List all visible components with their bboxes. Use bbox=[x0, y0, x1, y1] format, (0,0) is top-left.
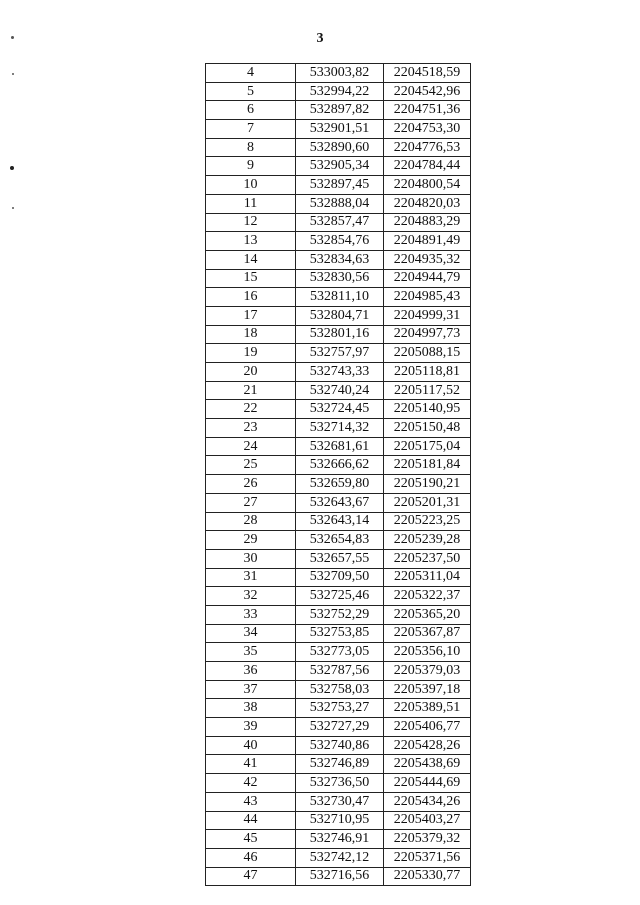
x-coordinate-cell: 532994,22 bbox=[296, 82, 384, 101]
table-row bbox=[206, 549, 471, 568]
x-coordinate-cell: 532773,05 bbox=[296, 643, 384, 662]
table-row bbox=[206, 774, 471, 793]
point-number-cell: 9 bbox=[206, 157, 296, 176]
table-row bbox=[206, 101, 471, 120]
point-number-cell: 29 bbox=[206, 531, 296, 550]
y-coordinate-cell: 2204542,96 bbox=[384, 82, 471, 101]
table-row bbox=[206, 400, 471, 419]
x-coordinate-cell: 532666,62 bbox=[296, 456, 384, 475]
y-coordinate-cell: 2205438,69 bbox=[384, 755, 471, 774]
x-coordinate-cell: 532746,89 bbox=[296, 755, 384, 774]
table-row bbox=[206, 568, 471, 587]
y-coordinate-cell: 2204935,32 bbox=[384, 250, 471, 269]
x-coordinate-cell: 532834,63 bbox=[296, 250, 384, 269]
coordinates-table-body bbox=[206, 64, 471, 886]
point-number-cell: 19 bbox=[206, 344, 296, 363]
table-row bbox=[206, 680, 471, 699]
x-coordinate-cell: 533003,82 bbox=[296, 64, 384, 83]
x-coordinate-cell: 532746,91 bbox=[296, 830, 384, 849]
y-coordinate-cell: 2205371,56 bbox=[384, 848, 471, 867]
table-row bbox=[206, 493, 471, 512]
y-coordinate-cell: 2205140,95 bbox=[384, 400, 471, 419]
table-row bbox=[206, 867, 471, 886]
x-coordinate-cell: 532897,45 bbox=[296, 176, 384, 195]
x-coordinate-cell: 532905,34 bbox=[296, 157, 384, 176]
y-coordinate-cell: 2205434,26 bbox=[384, 792, 471, 811]
y-coordinate-cell: 2205088,15 bbox=[384, 344, 471, 363]
y-coordinate-cell: 2205444,69 bbox=[384, 774, 471, 793]
point-number-cell: 45 bbox=[206, 830, 296, 849]
y-coordinate-cell: 2204944,79 bbox=[384, 269, 471, 288]
table-row bbox=[206, 288, 471, 307]
table-row bbox=[206, 381, 471, 400]
y-coordinate-cell: 2205379,32 bbox=[384, 830, 471, 849]
x-coordinate-cell: 532725,46 bbox=[296, 587, 384, 606]
point-number-cell: 41 bbox=[206, 755, 296, 774]
table-row bbox=[206, 830, 471, 849]
point-number-cell: 4 bbox=[206, 64, 296, 83]
y-coordinate-cell: 2205389,51 bbox=[384, 699, 471, 718]
table-row bbox=[206, 512, 471, 531]
x-coordinate-cell: 532736,50 bbox=[296, 774, 384, 793]
y-coordinate-cell: 2204753,30 bbox=[384, 120, 471, 139]
point-number-cell: 6 bbox=[206, 101, 296, 120]
x-coordinate-cell: 532681,61 bbox=[296, 437, 384, 456]
table-row bbox=[206, 792, 471, 811]
y-coordinate-cell: 2205150,48 bbox=[384, 419, 471, 438]
table-row bbox=[206, 64, 471, 83]
y-coordinate-cell: 2205223,25 bbox=[384, 512, 471, 531]
x-coordinate-cell: 532740,86 bbox=[296, 736, 384, 755]
y-coordinate-cell: 2205118,81 bbox=[384, 363, 471, 382]
page-number: 3 bbox=[316, 31, 324, 46]
x-coordinate-cell: 532709,50 bbox=[296, 568, 384, 587]
y-coordinate-cell: 2205201,31 bbox=[384, 493, 471, 512]
coordinates-table bbox=[205, 63, 471, 886]
point-number-cell: 44 bbox=[206, 811, 296, 830]
y-coordinate-cell: 2205190,21 bbox=[384, 475, 471, 494]
table-row bbox=[206, 587, 471, 606]
table-row bbox=[206, 232, 471, 251]
x-coordinate-cell: 532743,33 bbox=[296, 363, 384, 382]
point-number-cell: 43 bbox=[206, 792, 296, 811]
point-number-cell: 5 bbox=[206, 82, 296, 101]
y-coordinate-cell: 2205403,27 bbox=[384, 811, 471, 830]
point-number-cell: 8 bbox=[206, 138, 296, 157]
x-coordinate-cell: 532752,29 bbox=[296, 605, 384, 624]
point-number-cell: 14 bbox=[206, 250, 296, 269]
scan-speck bbox=[10, 166, 14, 170]
point-number-cell: 23 bbox=[206, 419, 296, 438]
table-row bbox=[206, 176, 471, 195]
point-number-cell: 30 bbox=[206, 549, 296, 568]
point-number-cell: 32 bbox=[206, 587, 296, 606]
scan-speck bbox=[11, 36, 14, 39]
point-number-cell: 25 bbox=[206, 456, 296, 475]
x-coordinate-cell: 532643,67 bbox=[296, 493, 384, 512]
table-row bbox=[206, 269, 471, 288]
x-coordinate-cell: 532710,95 bbox=[296, 811, 384, 830]
x-coordinate-cell: 532801,16 bbox=[296, 325, 384, 344]
x-coordinate-cell: 532657,55 bbox=[296, 549, 384, 568]
table-row bbox=[206, 157, 471, 176]
table-row bbox=[206, 250, 471, 269]
point-number-cell: 47 bbox=[206, 867, 296, 886]
x-coordinate-cell: 532727,29 bbox=[296, 718, 384, 737]
point-number-cell: 20 bbox=[206, 363, 296, 382]
x-coordinate-cell: 532740,24 bbox=[296, 381, 384, 400]
point-number-cell: 46 bbox=[206, 848, 296, 867]
point-number-cell: 34 bbox=[206, 624, 296, 643]
y-coordinate-cell: 2204518,59 bbox=[384, 64, 471, 83]
table-row bbox=[206, 437, 471, 456]
scan-speck bbox=[12, 73, 14, 75]
point-number-cell: 18 bbox=[206, 325, 296, 344]
table-row bbox=[206, 755, 471, 774]
y-coordinate-cell: 2205379,03 bbox=[384, 662, 471, 681]
x-coordinate-cell: 532758,03 bbox=[296, 680, 384, 699]
y-coordinate-cell: 2204776,53 bbox=[384, 138, 471, 157]
x-coordinate-cell: 532897,82 bbox=[296, 101, 384, 120]
point-number-cell: 33 bbox=[206, 605, 296, 624]
y-coordinate-cell: 2205237,50 bbox=[384, 549, 471, 568]
point-number-cell: 12 bbox=[206, 213, 296, 232]
table-row bbox=[206, 662, 471, 681]
x-coordinate-cell: 532787,56 bbox=[296, 662, 384, 681]
point-number-cell: 21 bbox=[206, 381, 296, 400]
table-row bbox=[206, 643, 471, 662]
x-coordinate-cell: 532742,12 bbox=[296, 848, 384, 867]
x-coordinate-cell: 532730,47 bbox=[296, 792, 384, 811]
x-coordinate-cell: 532753,27 bbox=[296, 699, 384, 718]
x-coordinate-cell: 532757,97 bbox=[296, 344, 384, 363]
table-row bbox=[206, 213, 471, 232]
table-row bbox=[206, 699, 471, 718]
table-row bbox=[206, 419, 471, 438]
point-number-cell: 36 bbox=[206, 662, 296, 681]
table-row bbox=[206, 82, 471, 101]
y-coordinate-cell: 2205406,77 bbox=[384, 718, 471, 737]
point-number-cell: 13 bbox=[206, 232, 296, 251]
x-coordinate-cell: 532857,47 bbox=[296, 213, 384, 232]
y-coordinate-cell: 2204999,31 bbox=[384, 306, 471, 325]
y-coordinate-cell: 2204891,49 bbox=[384, 232, 471, 251]
y-coordinate-cell: 2204751,36 bbox=[384, 101, 471, 120]
x-coordinate-cell: 532753,85 bbox=[296, 624, 384, 643]
point-number-cell: 11 bbox=[206, 194, 296, 213]
y-coordinate-cell: 2205239,28 bbox=[384, 531, 471, 550]
x-coordinate-cell: 532901,51 bbox=[296, 120, 384, 139]
table-row bbox=[206, 605, 471, 624]
point-number-cell: 37 bbox=[206, 680, 296, 699]
table-row bbox=[206, 718, 471, 737]
table-row bbox=[206, 811, 471, 830]
x-coordinate-cell: 532888,04 bbox=[296, 194, 384, 213]
x-coordinate-cell: 532714,32 bbox=[296, 419, 384, 438]
table-row bbox=[206, 325, 471, 344]
x-coordinate-cell: 532724,45 bbox=[296, 400, 384, 419]
y-coordinate-cell: 2205330,77 bbox=[384, 867, 471, 886]
y-coordinate-cell: 2205397,18 bbox=[384, 680, 471, 699]
table-row bbox=[206, 194, 471, 213]
point-number-cell: 22 bbox=[206, 400, 296, 419]
x-coordinate-cell: 532854,76 bbox=[296, 232, 384, 251]
y-coordinate-cell: 2205356,10 bbox=[384, 643, 471, 662]
point-number-cell: 31 bbox=[206, 568, 296, 587]
point-number-cell: 28 bbox=[206, 512, 296, 531]
point-number-cell: 10 bbox=[206, 176, 296, 195]
point-number-cell: 42 bbox=[206, 774, 296, 793]
y-coordinate-cell: 2205367,87 bbox=[384, 624, 471, 643]
y-coordinate-cell: 2205175,04 bbox=[384, 437, 471, 456]
table-row bbox=[206, 306, 471, 325]
table-row bbox=[206, 456, 471, 475]
point-number-cell: 39 bbox=[206, 718, 296, 737]
y-coordinate-cell: 2204784,44 bbox=[384, 157, 471, 176]
table-row bbox=[206, 848, 471, 867]
x-coordinate-cell: 532643,14 bbox=[296, 512, 384, 531]
x-coordinate-cell: 532659,80 bbox=[296, 475, 384, 494]
point-number-cell: 40 bbox=[206, 736, 296, 755]
table-row bbox=[206, 344, 471, 363]
x-coordinate-cell: 532804,71 bbox=[296, 306, 384, 325]
table-row bbox=[206, 120, 471, 139]
point-number-cell: 16 bbox=[206, 288, 296, 307]
y-coordinate-cell: 2205181,84 bbox=[384, 456, 471, 475]
table-row bbox=[206, 475, 471, 494]
table-row bbox=[206, 363, 471, 382]
scan-speck bbox=[12, 207, 14, 209]
y-coordinate-cell: 2205311,04 bbox=[384, 568, 471, 587]
y-coordinate-cell: 2204883,29 bbox=[384, 213, 471, 232]
y-coordinate-cell: 2205365,20 bbox=[384, 605, 471, 624]
y-coordinate-cell: 2204985,43 bbox=[384, 288, 471, 307]
x-coordinate-cell: 532716,56 bbox=[296, 867, 384, 886]
point-number-cell: 27 bbox=[206, 493, 296, 512]
point-number-cell: 15 bbox=[206, 269, 296, 288]
x-coordinate-cell: 532654,83 bbox=[296, 531, 384, 550]
x-coordinate-cell: 532830,56 bbox=[296, 269, 384, 288]
y-coordinate-cell: 2204997,73 bbox=[384, 325, 471, 344]
point-number-cell: 7 bbox=[206, 120, 296, 139]
table-row bbox=[206, 624, 471, 643]
point-number-cell: 38 bbox=[206, 699, 296, 718]
table-row bbox=[206, 736, 471, 755]
y-coordinate-cell: 2204800,54 bbox=[384, 176, 471, 195]
table-row bbox=[206, 138, 471, 157]
point-number-cell: 17 bbox=[206, 306, 296, 325]
y-coordinate-cell: 2205322,37 bbox=[384, 587, 471, 606]
point-number-cell: 26 bbox=[206, 475, 296, 494]
x-coordinate-cell: 532890,60 bbox=[296, 138, 384, 157]
point-number-cell: 35 bbox=[206, 643, 296, 662]
point-number-cell: 24 bbox=[206, 437, 296, 456]
x-coordinate-cell: 532811,10 bbox=[296, 288, 384, 307]
y-coordinate-cell: 2205428,26 bbox=[384, 736, 471, 755]
y-coordinate-cell: 2205117,52 bbox=[384, 381, 471, 400]
table-row bbox=[206, 531, 471, 550]
y-coordinate-cell: 2204820,03 bbox=[384, 194, 471, 213]
